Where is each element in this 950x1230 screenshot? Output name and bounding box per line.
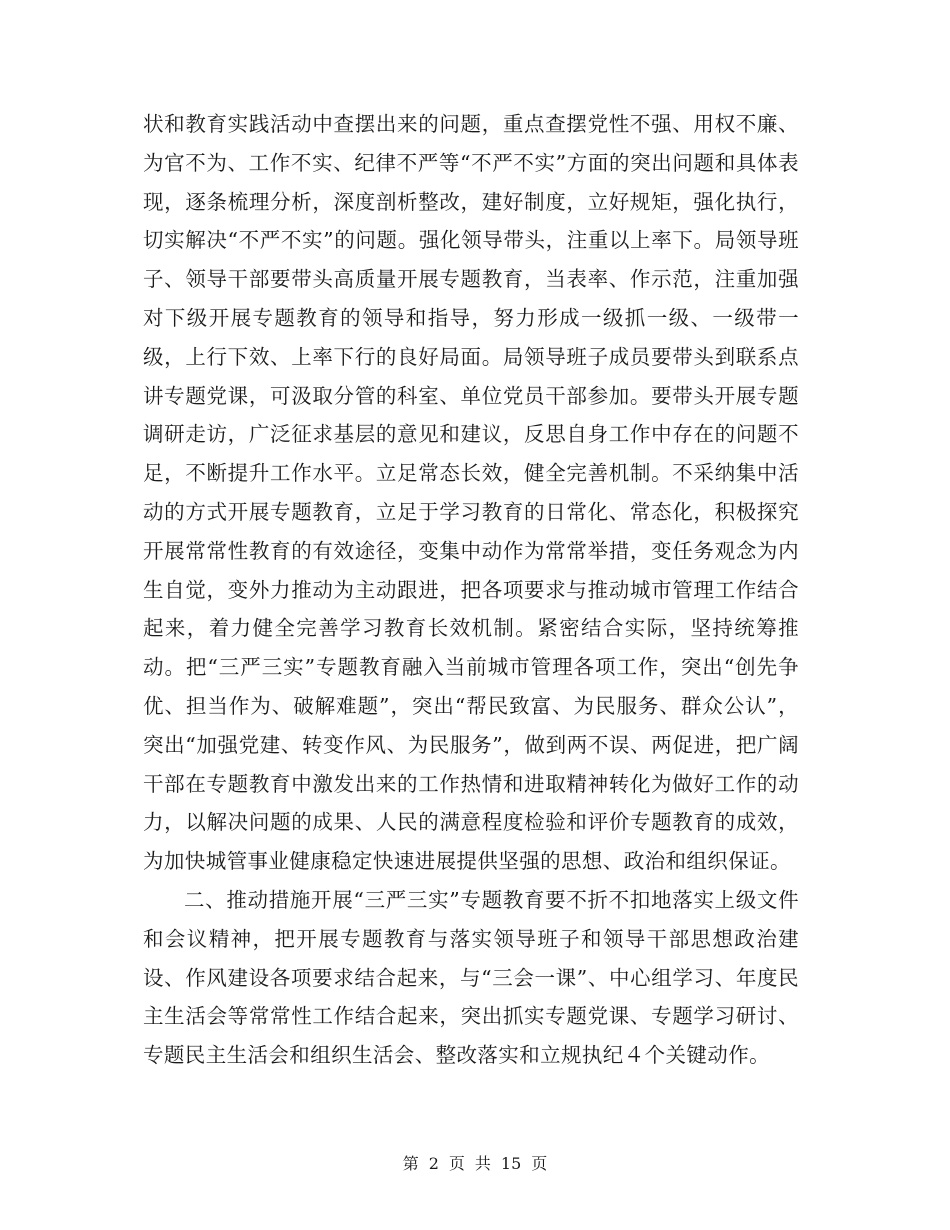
footer-total-pages: 15 [500, 1154, 522, 1173]
page-footer [0, 1153, 950, 1175]
paragraph-continued: 状和教育实践活动中查摆出来的问题，重点查摆党性不强、用权不廉、为官不为、工作不实、纪律不严等“不严不实”方面的突出问题和具体表现，逐条梳理分析，深度剖析整改，建好制度，立好规矩，强化执行，切实解决“不严不实”的问题。强化领导带头，注重以上率下。局领导班子、领导干部要带头高质量开展专题教育，当表率、作示范，注重加强对下级开展专题教育的领导和指导，努力形成一级抓一级、一级带一级，上行下效、上率下行的良好局面。局领导班子成员要带头到联系点讲专题党课，可汲取分管的科室、单位党员干部参加。要带头开展专题调研走访，广泛征求基层的意见和建议，反思自身工作中存在的问题不足，不断提升工作水平。立足常态长效，健全完善机制。不采纳集中活动的方式开展专题教育，立足于学习教育的日常化、常态化，积极探究开展常常性教育的有效途径，变集中动作为常常举措，变任务观念为内生自觉，变外力推动为主动跟进，把各项要求与推动城市管理工作结合起来，着力健全完善学习教育长效机制。紧密结合实际，坚持统筹推动。把“三严三实”专题教育融入当前城市管理各项工作，突出“创先争优、担当作为、破解难题”，突出“帮民致富、为民服务、群众公认”，突出“加强党建、转变作风、为民服务”，做到两不误、两促进，把广阔干部在专题教育中激发出来的工作热情和进取精神转化为做好工作的动力，以解决问题的成果、人民的满意程度检验和评价专题教育的成效，为加快城管事业健康稳定快速进展提供坚强的思想、政治和组织保证。 [143, 112, 799, 874]
document-body [143, 105, 799, 1075]
footer-total-word: 共 [474, 1154, 491, 1173]
footer-prefix: 第 [402, 1154, 419, 1173]
footer-suffix: 页 [531, 1154, 548, 1173]
paragraph-section-two: 二、推动措施开展“三严三实”专题教育要不折不扣地落实上级文件和会议精神，把开展专题教育与落实领导班子和领导干部思想政治建设、作风建设各项要求结合起来，与“三会一课”、中心组学习、年度民主生活会等常常性工作结合起来，突出抓实专题党课、专题学习研讨、专题民主生活会和组织生活会、整改落实和立规执纪４个关键动作。 [143, 887, 799, 1068]
footer-page-word: 页 [448, 1154, 465, 1173]
footer-current-page: 2 [428, 1154, 439, 1173]
